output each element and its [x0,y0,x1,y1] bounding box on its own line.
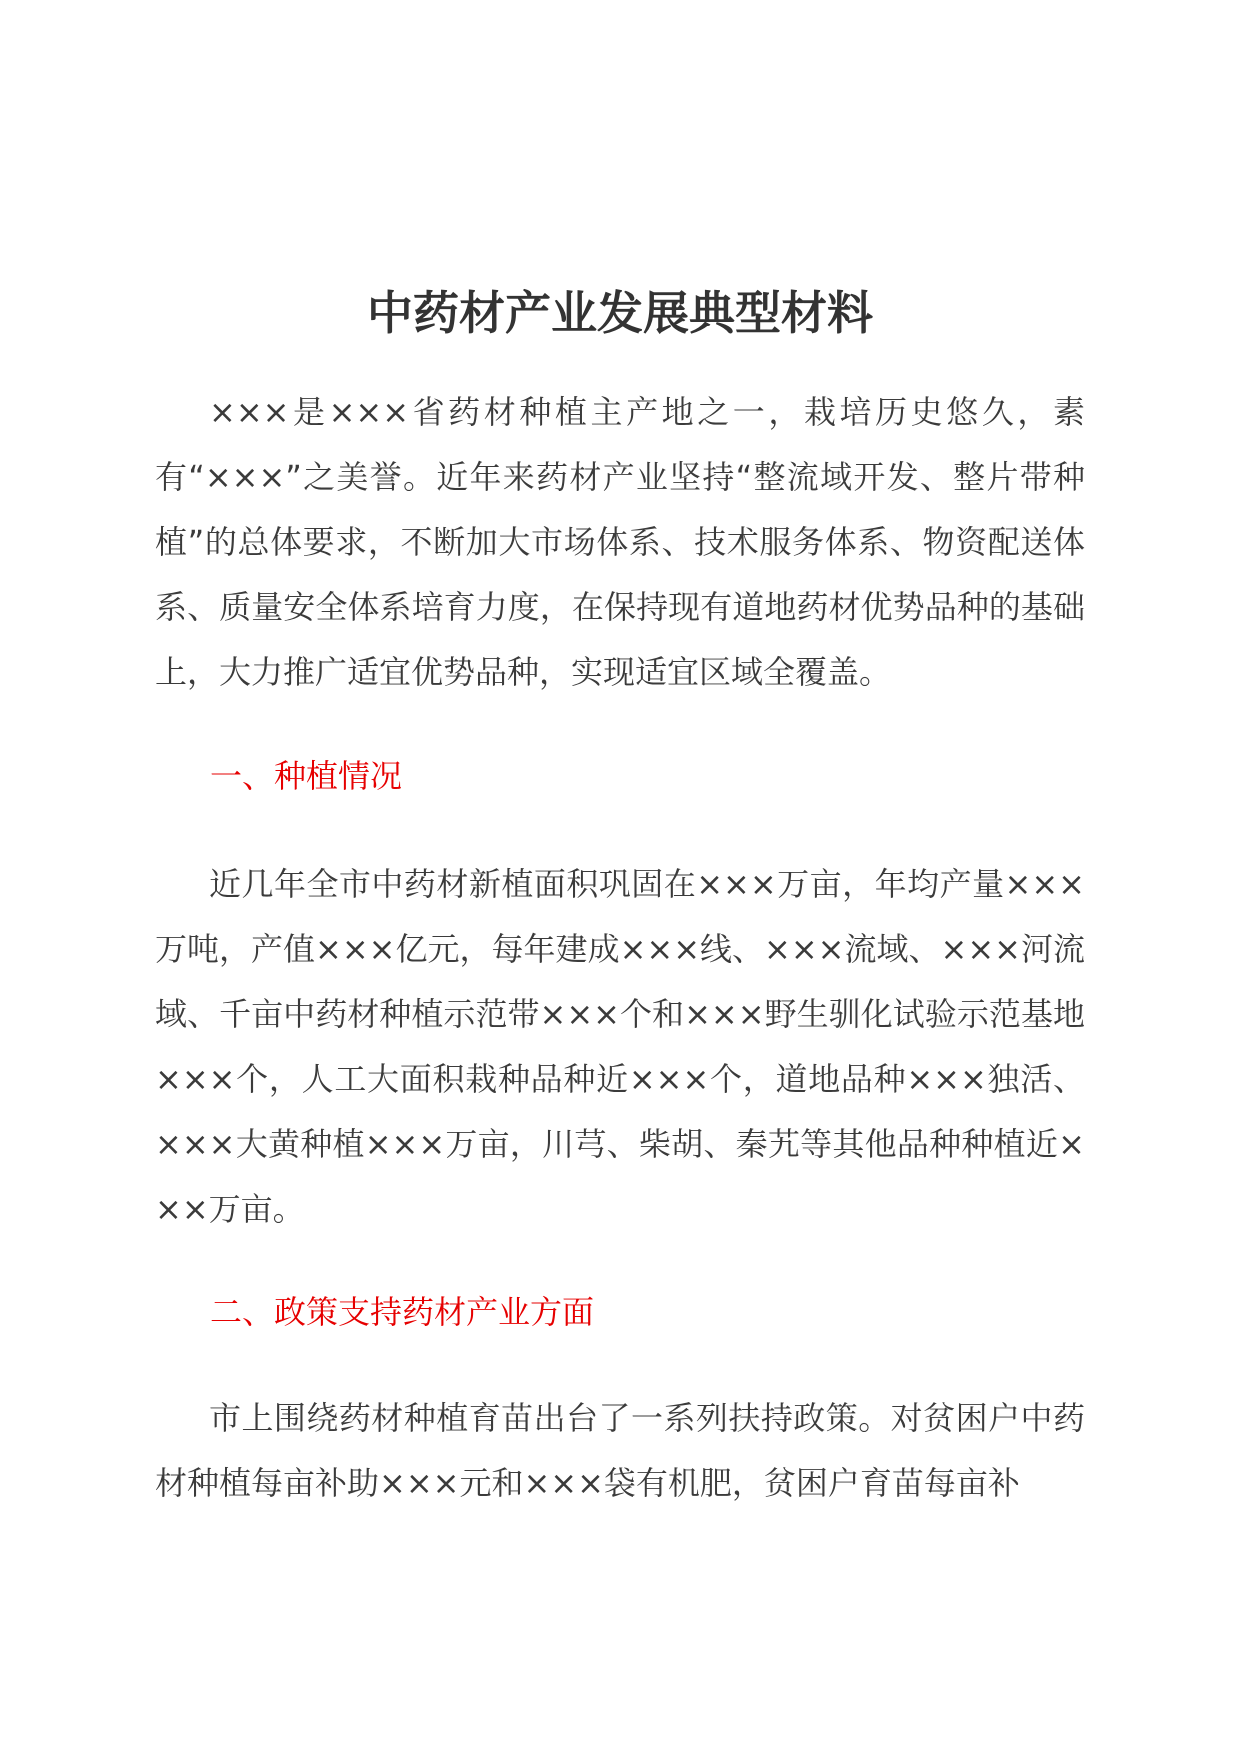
policy-paragraph: 市上围绕药材种植育苗出台了一系列扶持政策。对贫困户中药材种植每亩补助×××元和×××袋有机肥，贫困户育苗每亩补 [155,1399,1085,1502]
intro-paragraph: ×××是×××省药材种植主产地之一，栽培历史悠久，素有“×××”之美誉。近年来药材产业坚持“整流域开发、整片带种植”的总体要求，不断加大市场体系、技术服务体系、物资配送体系、质量安全体系培育力度，在保持现有道地药材优势品种的基础上，大力推广适宜优势品种，实现适宜区域全覆盖。 [155,393,1085,691]
section-heading-policy: 二、政策支持药材产业方面 [210,1293,595,1331]
section-heading-planting: 一、种植情况 [210,757,403,795]
document-title: 中药材产业发展典型材料 [367,286,873,340]
planting-paragraph: 近几年全市中药材新植面积巩固在×××万亩，年均产量×××万吨，产值×××亿元，每年建成×××线、×××流域、×××河流域、千亩中药材种植示范带×××个和×××野生驯化试验示范基地×××个，人工大面积栽种品种近×××个，道地品种×××独活、×××大黄种植×××万亩，川芎、柴胡、秦艽等其他品种种植近×××万亩。 [155,865,1085,1228]
